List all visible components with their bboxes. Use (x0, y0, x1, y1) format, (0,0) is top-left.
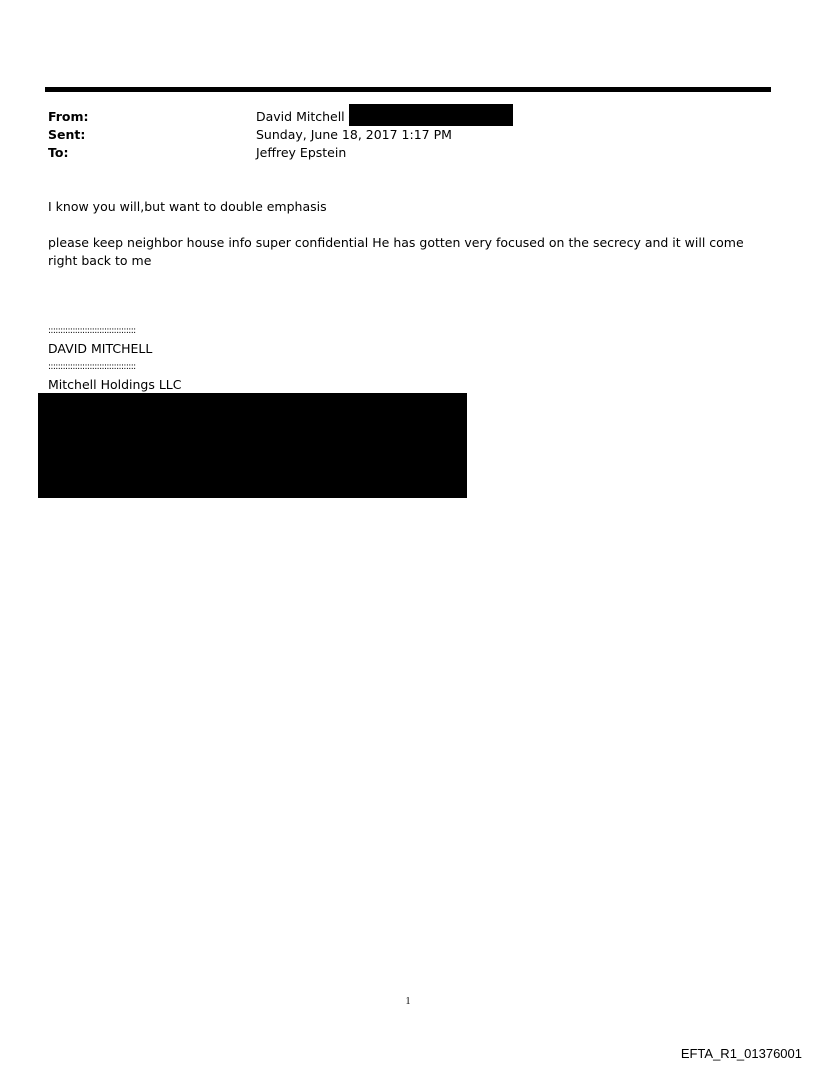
to-label: To: (48, 145, 69, 160)
redacted-signature-block (38, 393, 467, 498)
signature-separator-bottom: :::::::::::::::::::::::::::::::::::: (48, 362, 136, 372)
body-line-1: I know you will,but want to double emphasis (48, 199, 327, 214)
body-line-2: please keep neighbor house info super confidential He has gotten very focused on the secrecy and it will come right back to me (48, 235, 744, 268)
sender-name: David Mitchell (256, 109, 345, 124)
signature-separator-top: :::::::::::::::::::::::::::::::::::: (48, 326, 136, 336)
sent-label: Sent: (48, 127, 86, 142)
signature-company: Mitchell Holdings LLC (48, 377, 182, 392)
signature-name: DAVID MITCHELL (48, 341, 153, 356)
from-label: From: (48, 109, 89, 124)
page-number: 1 (405, 996, 411, 1007)
to-value: Jeffrey Epstein (256, 145, 347, 160)
header-rule (45, 87, 771, 92)
redacted-email-address (349, 104, 513, 126)
document-id: EFTA_R1_01376001 (680, 1046, 802, 1061)
from-value (256, 109, 358, 125)
sent-value: Sunday, June 18, 2017 1:17 PM (256, 127, 452, 142)
